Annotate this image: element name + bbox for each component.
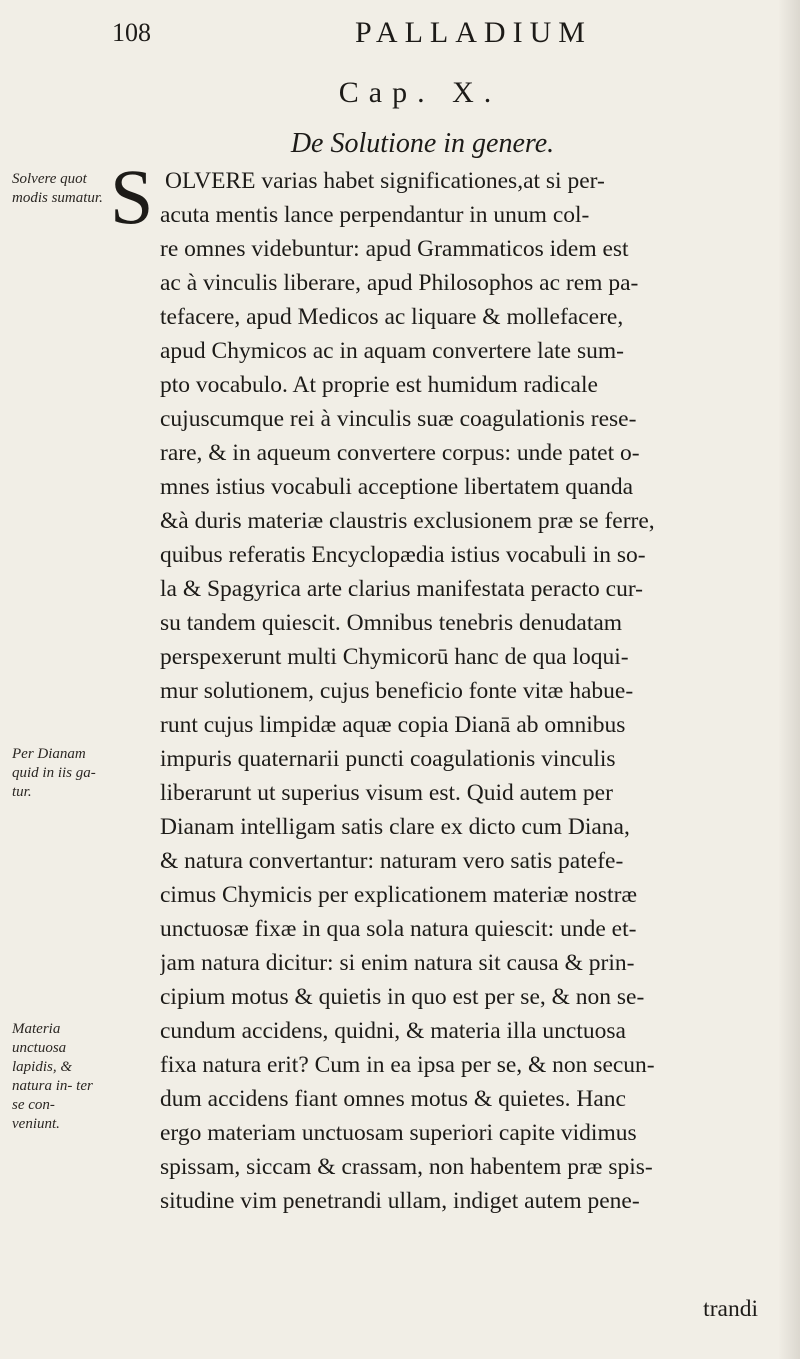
body-text bbox=[160, 164, 780, 1218]
text-line: pto vocabulo. At proprie est humidum radicale bbox=[160, 372, 598, 398]
drop-cap: S bbox=[110, 153, 154, 240]
text-line: spissam, siccam & crassam, non habentem præ spis- bbox=[160, 1154, 653, 1180]
marginal-note-materia: Materia unctuosa lapidis, & natura in- ter se con- veniunt. bbox=[12, 1021, 93, 1132]
page-edge-shadow bbox=[778, 0, 800, 1359]
text-line: Dianam intelligam satis clare ex dicto cum Diana, bbox=[160, 814, 630, 840]
text-line: impuris quaternarii puncti coagulationis vinculis bbox=[160, 746, 616, 772]
text-line: cipium motus & quietis in quo est per se, & non se- bbox=[160, 984, 645, 1010]
text-line: & natura convertantur: naturam vero satis patefe- bbox=[160, 848, 624, 874]
section-title: De Solutione in genere. bbox=[290, 128, 555, 159]
text-line: ac à vinculis liberare, apud Philosophos ac rem pa- bbox=[160, 270, 639, 296]
marginal-note-solvere: Solvere quot modis sumatur. bbox=[12, 171, 103, 206]
text-line: situdine vim penetrandi ullam, indiget autem pene- bbox=[160, 1188, 640, 1214]
text-line: rare, & in aqueum convertere corpus: unde patet o- bbox=[160, 440, 640, 466]
page-number: 108 bbox=[112, 18, 151, 47]
text-line: fixa natura erit? Cum in ea ipsa per se, & non secun- bbox=[160, 1052, 655, 1078]
text-line: mur solutionem, cujus beneficio fonte vitæ habue- bbox=[160, 678, 634, 704]
text-line: re omnes videbuntur: apud Grammaticos idem est bbox=[160, 236, 629, 262]
marginal-note-dianam: Per Dianam quid in iis ga- tur. bbox=[12, 746, 96, 800]
text-line: &à duris materiæ claustris exclusionem præ se ferre, bbox=[160, 508, 655, 534]
chapter-heading: Cap. X. bbox=[338, 76, 502, 109]
text-line: mnes istius vocabuli acceptione libertatem quanda bbox=[160, 474, 634, 500]
text-line: acuta mentis lance perpendantur in unum col- bbox=[160, 202, 590, 228]
text-line: ergo materiam unctuosam superiori capite vidimus bbox=[160, 1120, 637, 1146]
text-line: OLVERE varias habet significationes,at si per- bbox=[165, 168, 605, 194]
text-line: apud Chymicos ac in aquam convertere late sum- bbox=[160, 338, 624, 364]
text-line: la & Spagyrica arte clarius manifestata peracto cur- bbox=[160, 576, 644, 602]
catchword: trandi bbox=[703, 1296, 758, 1322]
text-line: cujuscumque rei à vinculis suæ coagulationis rese- bbox=[160, 406, 637, 432]
text-line: cimus Chymicis per explicationem materiæ nostræ bbox=[160, 882, 638, 908]
text-line: runt cujus limpidæ aquæ copia Dianā ab omnibus bbox=[160, 712, 626, 738]
text-line: unctuosæ fixæ in qua sola natura quiescit: unde et- bbox=[160, 916, 637, 942]
text-line: jam natura dicitur: si enim natura sit causa & prin- bbox=[160, 950, 635, 976]
text-line: quibus referatis Encyclopædia istius vocabuli in so- bbox=[160, 542, 646, 568]
text-line: liberarunt ut superius visum est. Quid autem per bbox=[160, 780, 613, 806]
text-line: su tandem quiescit. Omnibus tenebris denudatam bbox=[160, 610, 623, 636]
running-head: PALLADIUM bbox=[355, 16, 592, 49]
text-line: tefacere, apud Medicos ac liquare & mollefacere, bbox=[160, 304, 624, 330]
text-line: dum accidens fiant omnes motus & quietes. Hanc bbox=[160, 1086, 626, 1112]
text-line: cundum accidens, quidni, & materia illa unctuosa bbox=[160, 1018, 626, 1044]
text-line: perspexerunt multi Chymicorū hanc de qua loqui- bbox=[160, 644, 629, 670]
